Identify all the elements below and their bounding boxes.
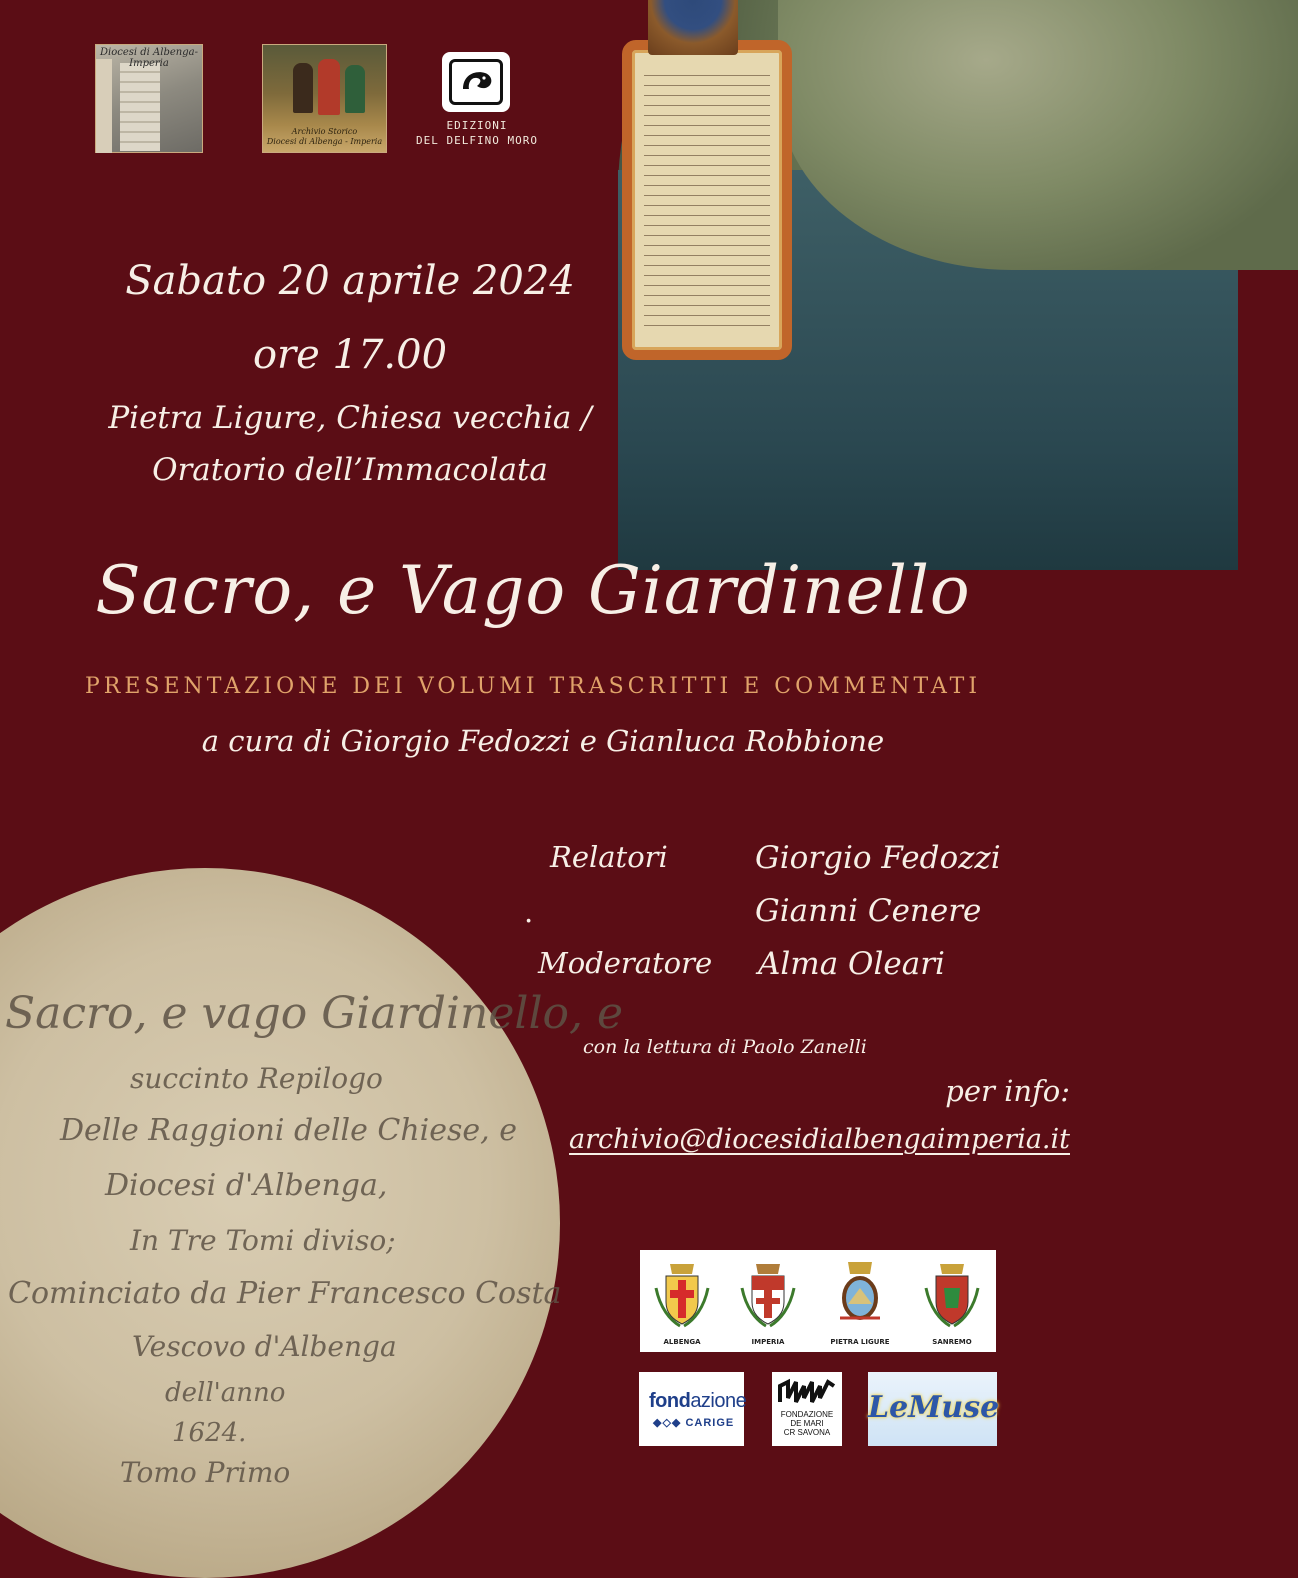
manuscript-line: Delle Raggioni delle Chiese, e xyxy=(60,1113,518,1148)
manuscript-line: In Tre Tomi diviso; xyxy=(130,1224,396,1257)
info-label: per info: xyxy=(945,1074,1070,1108)
manuscript-line: dell'anno xyxy=(165,1378,286,1408)
sanremo-crest-icon xyxy=(922,1258,982,1330)
carige-word: fond xyxy=(649,1390,691,1412)
carige-word2: azione xyxy=(690,1390,747,1412)
manuscript-line: succinto Repilogo xyxy=(130,1062,383,1095)
pietra-ligure-crest-icon xyxy=(830,1258,890,1330)
presentation-subtitle: PRESENTAZIONE DEI VOLUMI TRASCRITTI E COMMENTATI xyxy=(84,674,982,699)
historic-map-image xyxy=(618,0,1238,500)
manuscript-line: Cominciato da Pier Francesco Costa xyxy=(8,1276,562,1311)
albenga-label: ALBENGA xyxy=(663,1338,701,1346)
separator-dot: . xyxy=(524,895,534,929)
moderatore-label: Moderatore xyxy=(538,946,713,980)
diocesi-albenga-imperia-logo xyxy=(95,44,203,153)
archivio-storico-logo xyxy=(262,44,387,153)
delfino-moro-label: EDIZIONI DEL DELFINO MORO xyxy=(416,119,538,147)
comuni-sponsors-box xyxy=(640,1250,996,1352)
map-throne-figure xyxy=(648,0,738,55)
manuscript-line: Diocesi d'Albenga, xyxy=(105,1168,388,1203)
imperia-label: IMPERIA xyxy=(751,1338,785,1346)
dolphin-icon xyxy=(449,59,503,105)
imperia-crest-icon xyxy=(738,1258,798,1330)
delfino-moro-logo xyxy=(442,52,510,112)
de-mari-label: FONDAZIONE DE MARI CR SAVONA xyxy=(780,1410,834,1437)
event-date: Sabato 20 aprile 2024 xyxy=(125,258,575,304)
fondazione-carige-logo: fondazione ◆◇◆ CARIGE xyxy=(639,1372,744,1446)
curators-line: a cura di Giorgio Fedozzi e Gianluca Robbione xyxy=(201,724,885,758)
relatore-name: Giorgio Fedozzi xyxy=(755,840,1001,876)
relatore-name: Gianni Cenere xyxy=(755,893,982,929)
de-mari-wave-icon xyxy=(778,1378,836,1406)
sanremo-label: SANREMO xyxy=(932,1338,972,1346)
manuscript-line: Tomo Primo xyxy=(120,1456,291,1489)
manuscript-line: 1624. xyxy=(172,1418,247,1448)
fondazione-de-mari-logo xyxy=(772,1372,842,1446)
diocesi-logo-label: Diocesi di Albenga-Imperia xyxy=(100,47,198,69)
pietra-ligure-label: PIETRA LIGURE xyxy=(830,1338,890,1346)
book-title: Sacro, e Vago Giardinello xyxy=(95,552,971,629)
le-muse-label: LeMuse xyxy=(868,1390,1000,1425)
le-muse-logo xyxy=(868,1372,1000,1446)
manuscript-line: Sacro, e vago Giardinello, e xyxy=(5,988,624,1039)
moderatore-name: Alma Oleari xyxy=(758,946,945,982)
map-cartouche xyxy=(622,40,792,360)
event-time: ore 17.00 xyxy=(252,332,448,378)
manuscript-line: Vescovo d'Albenga xyxy=(132,1330,397,1363)
tower-image xyxy=(120,63,160,151)
info-email-link[interactable]: archivio@diocesidialbengaimperia.it xyxy=(569,1124,1070,1155)
event-place-line2: Oratorio dell’Immacolata xyxy=(152,452,548,488)
carige-sub: CARIGE xyxy=(685,1417,735,1429)
relatori-label: Relatori xyxy=(550,840,668,874)
event-place-line1: Pietra Ligure, Chiesa vecchia / xyxy=(108,400,592,436)
manuscript-frontispiece-image xyxy=(0,868,624,1578)
albenga-crest-icon xyxy=(652,1258,712,1330)
reading-credit: con la lettura di Paolo Zanelli xyxy=(583,1036,867,1058)
archivio-logo-caption: Archivio Storico Diocesi di Albenga - Imperia xyxy=(266,127,383,146)
